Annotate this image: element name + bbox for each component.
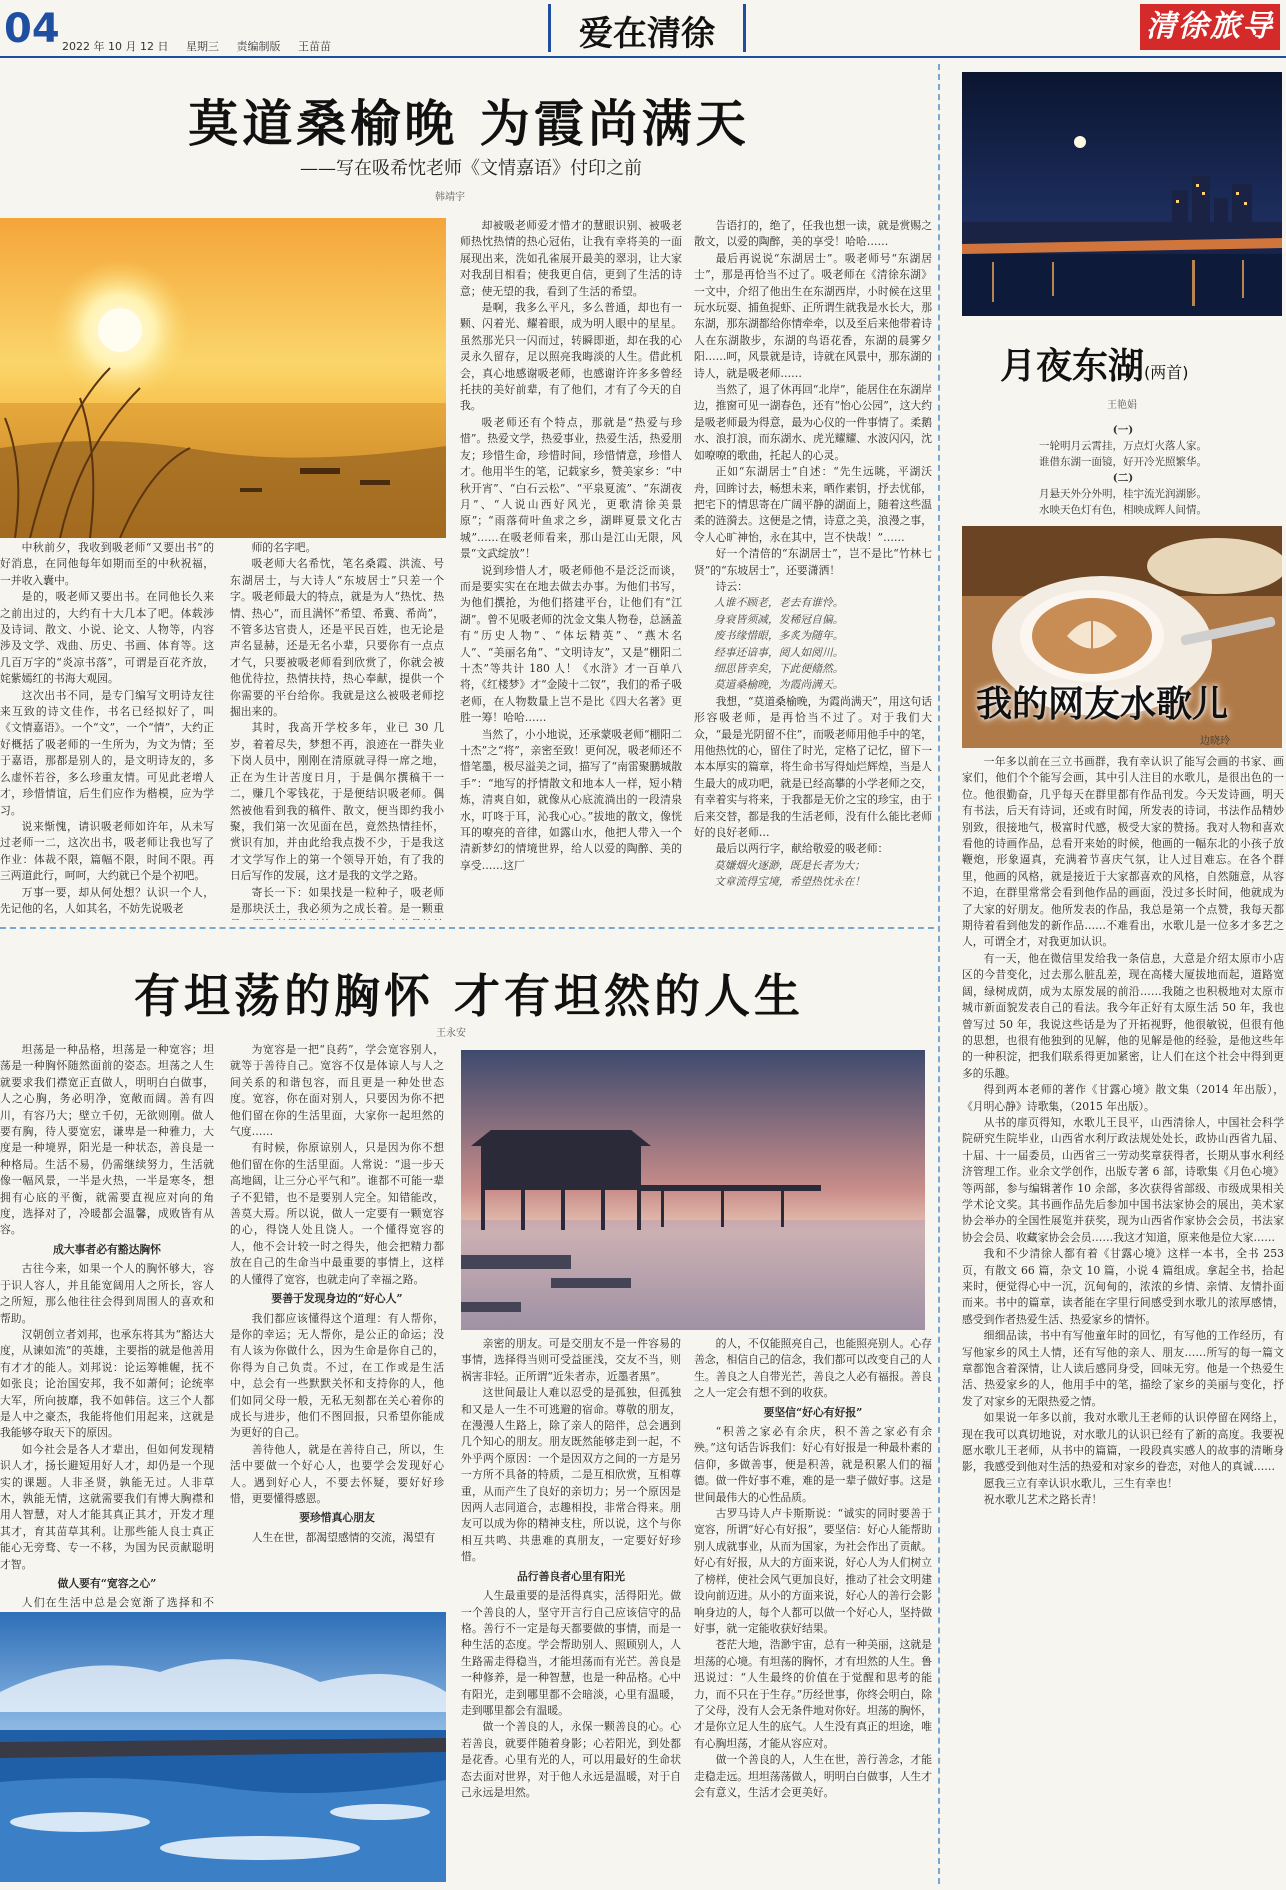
story-title: 我的网友水歌儿: [976, 684, 1229, 725]
poem-line: 一轮明月云霄挂，万点灯火落人家。: [1039, 440, 1207, 452]
poem-line: 经事还谙事，阅人如阅川。: [714, 645, 844, 659]
article1-column-3: 却被吸老师爱才惜才的慧眼识别、被吸老师热忱热情的热心冠佑，让我有幸将美的一面展现出来，洗如孔雀展开最美的翠羽，让大家对我刮目相看；使我更自信，更到了生活的诗意；使无望的我，看到了生活的希望。 是啊，我多么平凡，多么普通，却也有一颗、闪着光、耀着眼，成为明人眼中的星星。虽然那光只一闪而过，转瞬即逝，却在我的心灵永久留存，足以照亮我晦淡的人生。借此机会，真心地感谢吸老师，也感谢许许多多曾经托扶的美好前辈，有了他们，才有了今天的自我。 吸老师还有个特点，那就是“热爱与珍惜”。热爱文学，热爱事业，热爱生活，热爱朋友；珍惜生命，珍惜时间，珍惜情意，珍惜人才。他用半生的笔，记载家乡，赞美家乡：“中秋开宵”、“白石云松”、“平泉夏流”、“东湖夜月”、“人说山西好风光，更歌清徐美景原”；“雨落荷叶鱼求之乡，湖畔夏景文化古城”……在吸老师看来，那山是江山无限，风景“文武绽放”！ 说到珍惜人才，吸老师他不是泛泛而谈，而是要实实在在地去做去办事。为他们书写，为他们撰抢，为他们搭建平台，让他们有“江湖”。曾不见吸老师的沈金文集人物卷，总涵盖有“历史人物”、“体坛精英”、“燕木名人”、“美丽名角”、“文明诗友”，又是“棚阳二十杰”等共计 180 人！《水浒》才一百单八将，《红楼梦》才“金陵十二钗”，我们的希子吸老师，在人物数量上岂不是比《四大名著》更胜一筹！哈哈…… 当然了，小小地说，还承蒙吸老师“棚阳二十杰”之“将”，亲密至致！更何况，吸老师还不惜笔墨，极尽溢美之词，描写了“南雷聚鹏城散手”：“地写的抒情散文和地本人一样，短小精炼，清爽自如，就像从心底流淌出的一段清泉水，叮咚于耳，沁我心心。”拔地的散文，像恍耳的嘹亮的音律，如露山水，他把人带入一个清新梦幻的情境世界，给人以爱的陶醉、美的享受……这厂: [460, 219, 682, 872]
page-masthead: [0, 0, 1286, 58]
poem-line: 废书缘惜眼，多炙为随年。: [714, 629, 844, 643]
poem-line: 水映天色灯有色，相映成辉人间情。: [1039, 504, 1207, 516]
article2-column-2: 为宽容是一把“良药”，学会宽容别人，就等于善待自己。宽容不仅是体谅人与人之间关系的和谐包容，而且更是一种处世态度。宽容，你在面对别人，只要因为你不把他们留在你的生活里面，大家你一起坦然的气度…… 有时候，你原谅别人，只是因为你不想他们留在你的生活里面。人常说：“退一步天高地阔，让三分心平气和”。谁都不可能一辈子不犯错，也不是要别人完全。知错能改，善莫大焉。所以说，做人一定要有一颗宽容的心，得饶人处且饶人。一个懂得宽容的人，他不会计较一时之得失，他会把精力都放在自己的生命当中最重要的事情上，这样的人懂得了宽容，也就走向了幸福之路。 要善于发现身边的“好心人” 我们都应该懂得这个道理：有人帮你，是你的幸运；无人帮你，是公正的命运；没有人该为你做什么，因为生命是你自己的，你得为自己负责。不过，在工作或是生活中，总会有一些默默关怀和支持你的人，他们如同父母一般，无私无刻都在关心着你的成长与进步，他们不图回报，只希望你能成为更好的自己。 善待他人，就是在善待自己，所以，生活中要做一个好心人，也要学会发现好心人。遇到好心人，不要去怀疑，要好好珍惜，更要懂得感恩。 要珍惜真心朋友 人生在世，都渴望感情的交流，渴望有: [230, 1043, 444, 1544]
poem-title: 月夜东湖(两首): [1000, 346, 1189, 387]
article1-column-1: 中秋前夕，我收到吸老师“又要出书”的好消息，在同他每年如期而至的中秋祝福，一并收入囊中。 是的，吸老师又要出书。在同他长久来之前出过的，大约有十大几本了吧。体载涉及诗词、散文、小说、论文、人物等，内容涉及文学、戏曲、历史、书画、体育等。这几百万字的“炎凉书落”，可谓是百花齐放，姹紫嫣红的书海大观园。 这次出书不同，是专门编写文明诗友往来互致的诗文佳作，书名已经拟好了，叫《文情嘉语》。一个“文”，一个“情”，大约正好概括了吸老师的一生所为，为文为情；至于嘉语，那都是别人的，是文明诗友的，多么虚怀若谷，多么珍重友情。可见此老增人才，珍惜情谊，后生们应作为楷模，应为学习。 说来惭愧，请识吸老师如许年，从未写过老师一二，这次出书，吸老师让我也写了作业：体裁不限，篇幅不限，时间不限。再三两道此行，呵呵，大约就已个是个初吧。 万事一要，却从何处想？认识一个人，先记他的名，人如其名，不妨先说吸老: [0, 541, 214, 915]
closing-couplet: 莫嫌烟火逐渺，既是长者为大；: [714, 858, 866, 872]
article2-column-4: 的人，不仅能照亮自己，也能照亮别人。心存善念，相信自己的信念，我们都可以改变自己的人生。善良之人自带光芒，善良之人必有福报。善良之人一定会有想不到的收获。 要坚信“好心有好报” “积善之家必有余庆，积不善之家必有余殃。”这句话告诉我们：好心有好报是一种最朴素的信仰，多做善事，便是积善，就是积累人们的福德。做一件好事不难，难的是一辈子做好事。这是世间最伟大的心性品质。 古罗马诗人卢卡斯斯说：“诚实的同时要善于宽容，所谓“好心有好报”，要坚信：好心人能帮助别人成就事业，从而为国家，为社会作出了贡献。好心有好报，从大的方面来说，好心人为人们树立了榜样，使社会风气更加良好，推动了社会文明建设向前迈进。从小的方面来说，好心人的善行会影响身边的人，每个人都可以做一个好心人，坚持做好事，就一定能收获好结果。 苍茫大地，浩渺宇宙，总有一种美丽，这就是坦荡的心境。有坦荡的胸怀，才有坦然的人生。鲁迅说过：“人生最终的价值在于觉醒和思考的能力，而不只在于生存。”历经世事，你终会明白，除了父母，没有人会无条件地对你好。坦荡的胸怀，才是你立足人生的底气。人生没有真正的坦途，唯有心胸坦荡，才能从容应对。 做一个善良的人，人生在世，善行善念，才能走稳走远。坦坦荡荡做人，明明白白做事，人生才会有意义，生活才会更美好。: [694, 1337, 932, 1799]
article-divider-horizontal: [0, 927, 934, 929]
poem-line: 月悬天外分外明，桂宇流光润湖影。: [1039, 488, 1207, 500]
frozen-lake-photo: [0, 1612, 446, 1882]
story-body: 一年多以前在三立书画群，我有幸认识了能写会画的书家、画家们，他们个个能写会画，其中引人注目的水歌儿，是很出色的一位。他很勤奋，几乎每天在群里都有作品刊发。今天发诗画，明天有书法，后天有诗词，还或有时闻，所发表的诗词，书法作品精妙别致，很接地气，极富时代感，极受大家的赞扬。我对人物和喜欢看他的诗画作品，总看开来始的时候，他画的一幅东北的小孩子放鞭炮，形象逼真，充满着节喜庆气氛，让人过目难忘。在各个群里，他画的风格，就是接近于大家都喜欢的风格，自然随意，从容不迫，在群里常常会看到他作品的画面，没过多长时间，他就成为了大家的好朋友。他所发表的作品，我总是第一个点赞，我每天都期待着看到他发的新作品……不难看出，水歌儿是一位多才多艺之人，可谓全才，对我更加认识。 有一天，他在微信里发给我一条信息，大意是介绍太原市小店区的今昔变化，过去那么脏乱差，现在高楼大厦拔地而起，道路宽阔，绿树成荫，成为太原发展的前沿……我随之也积极地对太原市城市新面貌发表自己的看法。我今年正好有太原生活 50 年，我也曾写过 50 年，我说这些话是为了开拓视野，他很敏锐，但很有他的思想，也很有他独到的见解，他的见解是他的经验，是他这些年的一种积淀，把我们联系得更加紧密，让人们在这个社会中得到更多的乐趣。 得到两本老师的著作《甘露心境》散文集（2014 年出版），《月明心静》诗歌集，（2015 年出版）。 从书的扉页得知，水歌儿王艮平，山西清徐人，中国社会科学院研究生院毕业，山西省水利厅政法规处处长，政协山西省九届、十届、十一届委员，山西省三一劳动奖章获得者，长期从事水利经济管理工作。业余文学创作，出版专著 6 部，诗歌集《月色心境》等两部，参与编辑著作 10 余部，多次获得省部级、市级成果相关学术论文奖。其书画作品先后参加中国书法家协会的展出，美术家协会举办的全国性展览并获奖，现为山西省作家协会会员，书法家协会会员、收藏家协会会员……我这才知道，原来他是位大家…… 我和不少清徐人都有着《甘露心境》这样一本书，全书 253 页，有散文 66 篇，杂文 10 篇，小说 4 篇组成。拿起全书，拾起来时，便觉得心中一沉，沉甸甸的，浓浓的乡情、亲情、友情扑面而来。书中的篇章，读者能在字里行间感受到水歌儿的浓厚感情，感受到作者热爱生活、热爱家乡的情怀。 细细品读，书中有写他童年时的回忆，有写他的工作经历，有写他家乡的风土人情，还有写他的亲人、朋友……所写的每一篇文章都饱含着深情，让人读后感同身受，回味无穷。他是一个热爱生活、热爱家乡的人，他用手中的笔，描绘了家乡的美丽与变化，抒发了对家乡的无限热爱之情。 如果说一年多以前，我对水歌儿王老师的认识停留在网络上，现在我可以真切地说，对水歌儿的认识已经有了新的高度。我要祝愿水歌儿王老师，从书中的篇篇，一段段真实感人的故事的清晰身影，我感受到他对生活的热爱和对家乡的眷恋，对他人的真诚…… 愿我三立有幸认识水歌儿，三生有幸也！ 祝水歌儿艺术之路长青！: [962, 755, 1284, 1507]
subheading: 做人要有“宽容之心”: [57, 1577, 157, 1590]
sunset-reeds-photo: [0, 218, 446, 538]
poem-body: [960, 422, 1286, 518]
issue-date: 2022 年 10 月 12 日: [62, 40, 169, 53]
page-number: 04: [4, 6, 60, 52]
article2-column-1: 坦荡是一种品格，坦荡是一种宽容；坦荡是一种胸怀随然面前的姿态。坦荡之人生就要求我们襟宽正直做人，明明白白做事，人之心胸，务必明净，宽敞而阔。善有四川，有容乃大；壁立千仞，无欲则刚。做人要有胸，待人要宽宏，谦卑是一种雅力，大度是一种境界，阳光是一种状态，善良是一种格局。生活不易，仍需继续努力，生活就像一幅风景，一半是火热，一半是寒冬，想拥有心底的平衡，就需要直视应对向的角度，选择对了，冷暖都会温馨，成败皆有从容。 成大事者必有豁达胸怀 古往今来，如果一个人的胸怀够大，容于识人容人，并且能宽阔用人之所长，容人之所短，那么他往往会得到周围人的喜欢和帮助。 汉朝创立者刘邦，也承东将其为“豁达大度，从谏如流”的英雄，主要指的就是他善用有才才的能人。刘邦说：论运筹帷幄，抚不如张良；论治国安邦，我不如萧何；论统率大军，所向披靡，我不如韩信。这三个人都是人中之豪杰，我能将他们用起来，这就是我能够夺取天下的原因。 如今社会是各人才辈出，但如何发现精识人才，扬长避短用好人才，却仍是一个现实的课题。人非圣贤，孰能无过。人非草木，孰能无情，这就需要我们有博大胸襟和用人智慧，对人才能其真正其才，开发才理其才，育其苗草其利。让那些能人良士真正能心无旁骛、专一不移，为国为民贡献聪明才智。 做人要有“宽容之心” 人们在生活中总是会宽渐了选择和不: [0, 1043, 214, 1610]
stanza-number: (二): [1112, 472, 1134, 484]
poem-line: 细思皆幸矣，下此便翛然。: [714, 661, 844, 675]
article1-subtitle: ——写在吸希忱老师《文情嘉语》付印之前: [300, 158, 642, 179]
issue-weekday: 星期三: [185, 40, 219, 53]
poem-title-suffix: (两首): [1144, 363, 1189, 382]
article1-column-2: 师的名字吧。 吸老师大名希忱，笔名桑霞、洪流、号东湖居士，与大诗人“东坡居士”只差一个字。吸老师最大的特点，就是为人“热忱、热情、热心”，而且满怀“希望、希冀、希尚”，不管多达官贵人，还是平民百姓，也无论是声名显赫，还是无名小辈，只要你有一点点才气，只要被吸老师看到欣赏了，你就会被他优待拉，热情扶持，热心奉献，提供一个你需要的平台给你。我就是这么被吸老师挖掘出来的。 其时，我高开学校多年，业已 30 几岁，着着尽失，梦想不再，浪迹在一群失业下岗人员中，刚刚在清原就寻得一席之地，正在为生计苦度日月，于是偶尔撰稿干一二，赚几个零钱花，于是便结识吸老师。偶然被他看到我的稿件、散文，便当即约我小聚，我们第一次见面在邑，竟然热情挂怀，赏识有加，并由此给我点拨不少，于是我这才文学写作上的第一个领导开始，有了我的日后写作的发展，这才是我的文学之路。 寄长一下：如果找是一粒种子，吸老师是那块沃土，我必须为之成长着。是一颗重: [230, 541, 444, 915]
subheading: 要善于发现身边的“好心人”: [271, 1292, 403, 1306]
editor-name: 王苗苗: [297, 40, 331, 53]
section-banner: [548, 4, 746, 52]
subheading: 要珍惜真心朋友: [299, 1511, 375, 1525]
subheading: 成大事者必有豁达胸怀: [53, 1242, 161, 1256]
date-line: [62, 38, 345, 54]
article2-title: 有坦荡的胸怀 才有坦然的人生: [133, 969, 804, 1023]
column-divider-vertical: [938, 64, 940, 1884]
poem-line: 人谁不顾老，老去有谁怜。: [714, 596, 844, 610]
stanza-number: (一): [1112, 424, 1134, 436]
newspaper-logo: 清徐旅导: [1140, 4, 1280, 50]
poem-line: 谁借东湖一面镜，好开冷光照繁华。: [1039, 456, 1207, 468]
closing-couplet: 文章流得宝境，希望热忱永在！: [714, 875, 866, 889]
article1-column-4: 告语打的，绝了，任我也想一读，就是赏赐之散文，以爱的陶醉，美的享受！哈哈…… 最后再说说“东湖居士”。吸老师号“东湖居士”，那是再恰当不过了。吸老师在《清徐东湖》一文中，介绍了他出生在东湖西岸，小时候在这里玩水玩耍、捕鱼捉虾、正所谓生就我是水长大，那东湖，那东湖都给你情牵牵，以及至后来他带着诗人在东湖散步，东湖的鸟语花香，东湖的晨雾夕阳……呵，风景就是诗，诗就在风景中，那东湖的诗人，就是吸老师…… 当然了，退了休再回“北岸”，能居住在东湖岸边，推窗可见一湖春色，还有“怡心公园”，这大约是吸老师最为得意，最为心仪的一件事情了。柔鹅水、浪打浪，而东湖水、虎光耀耀、水波闪闪，沈如嘹嘹的歌曲，托起人的心灵。 正如“东湖居士”自述：“先生远眺，平湖沃舟，回眸讨去，畅想未来，晒作素钥，抒去忧郁，把宅下的情思寄在广阔平静的湖面上，随着这些温柔的涟漪去。这便是之情，诗意之美，浪漫之事，令人心旷神怡，永在其中，岂不快哉！”…… 好一个清倍的“东湖居士”，岂不是比“竹林七贤”的“东坡居士”，还要潇洒！ 诗云： 人谁不顾老，老去有谁怜。 身衰皆须减，发稀冠自偏。 废书缘惜眼，多炙为随年。 经事还谙事，阅人如阅川。 细思皆幸矣，下此便翛然。 莫道桑榆晚，为霞尚满天。 我想，“莫道桑榆晚，为霞尚满天”，用这句话形容吸老师，是再恰当不过了。对于我们大众，“最是光阴留不住”，而吸老师用他手中的笔，用他热忱的心，留住了时光，定格了记忆，留下一本本厚实的篇章，将生命书写得灿烂辉煌，当是人生最大的成功吧，就是已经高攀的小学老师之交，有幸着实与将来，于我都是无价之宝的珍宝，由于后来交替，都是我的生活老师，没有什么能比老师好的良好老师… 最后以两行字，献给敬爱的吸老师： 莫嫌烟火逐渺，既是长者为大； 文章流得宝境，希望热忱永在！: [694, 218, 932, 920]
article2-column-3: 亲密的朋友。可是交朋友不是一件容易的事情，选择得当则可受益匪浅，交友不当，则祸害非轻。正所谓“近朱者赤，近墨者黑”。 这世间最让人难以忍受的是孤独，但孤独和又是人一生不可逃避的宿命。尊敬的朋友，在漫漫人生路上，除了亲人的陪伴，总会遇到几个知心的朋友。朋友既然能够走到一起，不外乎两个原因：一个是因双方之间的一方是另一方所不具备的特质，二是互相欣赏，互相尊重，从而产生了良好的亲切力；另一个原因是因两人志同道合，志趣相投，非常合得来。朋友可以成为你的精神支柱，所以说，这个与你相互共鸣、共患难的真朋友，一定要好好珍惜。 品行善良者心里有阳光 人生最重要的是活得真实，活得阳光。做一个善良的人，坚守开言行自己应该信守的品格。善行不一定是每天都要做的事情，而是一种生活的态度。学会帮助别人、照顾别人，人生路需走得稳当，才能坦荡而有光芒。善良是一种修养，是一种智慧，也是一种品格。心中有阳光，走到哪里都不会暗淡，心里有温暖，走到哪里都会有温暖。 做一个善良的人，永保一颗善良的心。心若善良，就要伴随着身影；心若阳光，到处都是花香。心里有光的人，可以用最好的生命状态去面对世界，对于他人永远是温暖，对于自己永远是坦然。: [461, 1337, 681, 1799]
poem-author: 王艳娟: [1107, 400, 1137, 411]
poem-line: 莫道桑榆晚，为霞尚满天。: [714, 678, 844, 692]
article1-title: 莫道桑榆晚 为霞尚满天: [188, 95, 750, 153]
poem-line: 身衰皆须减，发稀冠自偏。: [714, 612, 844, 626]
lake-night-photo: [962, 72, 1282, 316]
section-title: 爱在清徐: [579, 14, 715, 54]
article1-author: 韩靖宇: [435, 192, 465, 203]
story-author: 边晓玲: [1200, 736, 1230, 747]
subheading: 要坚信“好心有好报”: [763, 1405, 863, 1419]
pier-at-dusk-photo: [461, 1050, 925, 1330]
editor-label: 责编制版: [236, 40, 281, 53]
article2-author: 王永安: [436, 1028, 466, 1039]
subheading: 品行善良者心里有阳光: [517, 1569, 625, 1583]
